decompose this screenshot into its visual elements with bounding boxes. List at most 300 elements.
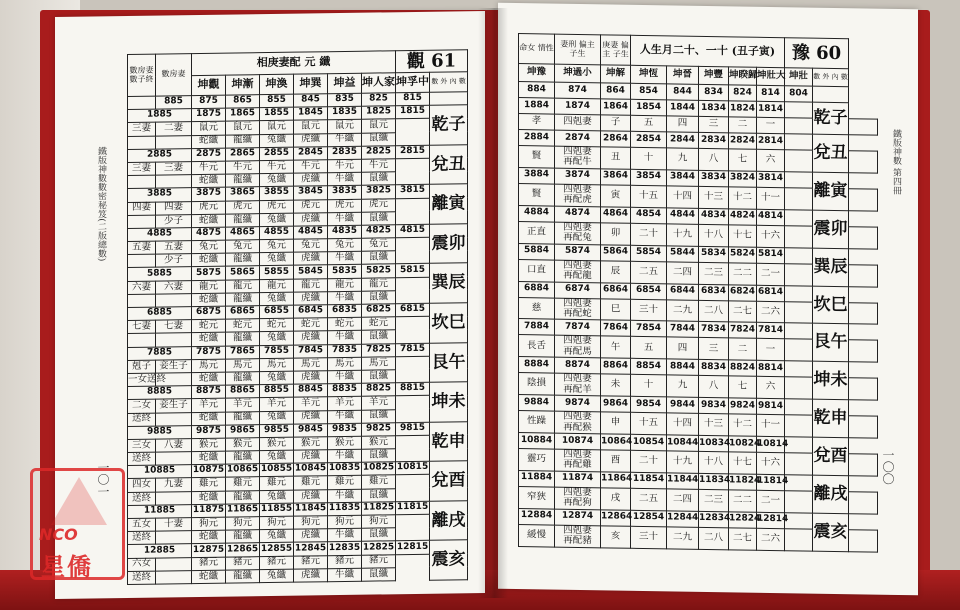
right-cell-value: 二九	[667, 527, 699, 549]
left-cell-text: 馬元	[192, 359, 226, 373]
right-cell-code: 3884	[519, 167, 555, 184]
left-title: 觀 61	[396, 50, 468, 73]
right-table	[518, 33, 878, 552]
left-cell-text: 牛元	[260, 160, 294, 174]
left-cell-code: 5865	[226, 266, 260, 280]
left-cell-text: 馬元	[362, 356, 396, 370]
right-cell-value	[785, 301, 813, 323]
right-cell-value: 十三	[699, 413, 729, 435]
left-cell-text: 虎纖	[294, 450, 328, 464]
left-cell-text: 兔纖	[260, 529, 294, 543]
left-cell-code: 9815	[396, 422, 430, 436]
left-cell-text: 虎元	[192, 201, 226, 215]
right-branch: 未	[601, 374, 631, 396]
left-cell-code: 8885	[128, 386, 192, 400]
right-num-blank	[813, 86, 849, 103]
left-cell-code: 3825	[362, 185, 396, 199]
right-cell-code: 5864	[601, 244, 631, 260]
right-branch: 亥	[601, 526, 631, 548]
left-cell-code: 1825	[362, 106, 396, 120]
right-gua: 兌丑	[813, 134, 849, 172]
left-cell-text: 羊元	[328, 397, 362, 411]
left-cell-text: 狗元	[260, 516, 294, 530]
left-cell-text: 牛纖	[328, 370, 362, 384]
right-cell-code: 4824	[729, 209, 757, 225]
left-header-label: 相庚妻配 元 纖	[192, 51, 396, 76]
right-cell-code: 5834	[699, 246, 729, 262]
right-cell-value: 十二	[729, 187, 757, 209]
right-trait: 口直	[519, 259, 555, 281]
right-cell-code: 7864	[601, 320, 631, 336]
left-cell-text: 羊元	[294, 397, 328, 411]
left-cell-text: 七妻	[156, 320, 192, 334]
left-cell-text: 龍元	[362, 277, 396, 291]
book-gutter	[478, 8, 508, 598]
left-cell-text: 鼠纖	[362, 291, 396, 305]
right-cell-code: 12854	[631, 510, 667, 527]
left-cell-text	[156, 491, 192, 505]
right-cell-code: 6854	[631, 283, 667, 300]
left-cell-text: 五妻	[156, 241, 192, 255]
left-cell-text: 蛇纖	[192, 412, 226, 426]
left-cell-text: 鼠纖	[362, 370, 396, 384]
left-col-num: 885	[156, 96, 192, 110]
right-page	[498, 3, 918, 596]
right-trait: 孝	[519, 114, 555, 131]
left-cell-text: 鼠元	[192, 121, 226, 135]
right-cell-value	[785, 491, 813, 513]
left-cell-text: 鼠元	[294, 120, 328, 134]
right-cell-code: 1814	[757, 101, 785, 117]
stamp-triangle-icon	[51, 477, 107, 525]
right-col-num: 834	[699, 84, 729, 100]
right-cell-value	[785, 528, 813, 550]
left-cell-text: 兔元	[226, 240, 260, 254]
right-cell-code-blank	[785, 172, 813, 188]
left-cell-code: 1835	[328, 106, 362, 120]
right-cell-code: 4884	[519, 205, 555, 222]
left-cell-text	[156, 175, 192, 189]
right-trait: 正直	[519, 221, 555, 243]
right-cell-value	[849, 189, 878, 211]
right-cell-code: 7874	[555, 319, 601, 336]
left-cell-code: 11835	[328, 502, 362, 516]
left-gua: 離戌	[430, 501, 468, 541]
left-cell-code: 3855	[260, 186, 294, 200]
left-gua: 乾子	[430, 105, 468, 145]
right-cell-value: 二	[729, 338, 757, 360]
left-cell-code: 3845	[294, 186, 328, 200]
right-branch: 寅	[601, 185, 631, 207]
left-cell-a2: 送終	[128, 452, 156, 466]
right-cell-code: 1824	[729, 101, 757, 117]
right-cell-value: 二一	[757, 263, 785, 285]
right-cell-code: 8864	[601, 358, 631, 374]
right-cell-code: 10884	[519, 433, 555, 450]
left-cell-text: 蛇纖	[192, 372, 226, 386]
left-cell-code: 5885	[128, 267, 192, 281]
right-cell-code: 10854	[631, 434, 667, 451]
right-cell-value: 二	[729, 117, 757, 133]
left-cell-code: 3885	[128, 188, 192, 202]
left-cell-text: 羊元	[226, 398, 260, 412]
left-cell-text: 猴元	[260, 437, 294, 451]
left-cell-text: 蛇元	[226, 319, 260, 333]
right-cell-code: 5854	[631, 245, 667, 262]
right-cell-value	[849, 151, 878, 173]
left-cell-a: 五女	[128, 518, 156, 532]
left-cell-code: 1845	[294, 107, 328, 121]
right-cell-code: 12844	[667, 511, 699, 528]
right-cell-value: 三十	[631, 526, 667, 548]
right-cell-code: 2854	[631, 131, 667, 148]
left-gua: 坎巳	[430, 303, 468, 343]
left-gua: 巽辰	[430, 263, 468, 303]
left-cell-text: 鼠纖	[362, 528, 396, 542]
left-cell-code: 12815	[396, 541, 430, 555]
left-cell-text: 兔元	[362, 238, 396, 252]
left-cell-text: 鼠纖	[362, 449, 396, 463]
right-page-number: 一〇〇	[881, 448, 895, 485]
left-col-header: 坤渙	[260, 74, 294, 94]
right-cell-code: 9854	[631, 396, 667, 413]
right-cell-value: 四	[667, 337, 699, 359]
left-cell-text: 龍纖	[226, 411, 260, 425]
right-gua: 艮午	[813, 324, 849, 362]
left-cell-text: 龍纖	[226, 451, 260, 465]
left-cell-text: 鼠元	[226, 121, 260, 135]
left-col-num: 845	[294, 94, 328, 108]
left-col-header: 坤孚中	[396, 72, 430, 92]
left-cell-text: 蛇纖	[192, 135, 226, 149]
left-cell-code: 2825	[362, 145, 396, 159]
right-trait: 緩慢	[519, 524, 555, 546]
right-cell-code: 2834	[699, 132, 729, 148]
left-cell-text: 兔纖	[260, 332, 294, 346]
left-cell-code: 9855	[260, 424, 294, 438]
right-col-num: 814	[757, 85, 785, 101]
right-cell-code: 11864	[601, 472, 631, 488]
right-branch: 戌	[601, 488, 631, 510]
left-page-number: 一〇一	[96, 461, 110, 498]
left-gua: 離寅	[430, 184, 468, 224]
left-col-num: 825	[362, 93, 396, 107]
right-cell-value: 七	[729, 376, 757, 398]
right-cell-code: 4844	[667, 208, 699, 225]
left-cell-text: 妾生子	[156, 359, 192, 373]
right-cell-code: 8824	[729, 360, 757, 376]
left-cell-text: 馬元	[294, 357, 328, 371]
left-cell-text: 牛元	[362, 159, 396, 173]
left-cell-code: 2835	[328, 146, 362, 160]
left-cell-a: 六妻	[128, 281, 156, 295]
right-cell-value	[785, 225, 813, 247]
right-cell-value: 三	[699, 116, 729, 132]
left-cell-code: 3815	[396, 185, 430, 199]
left-cell-text: 三妻	[156, 162, 192, 176]
right-cell-code: 10824	[729, 436, 757, 452]
left-cell-code: 10845	[294, 463, 328, 477]
left-cell-text: 虎纖	[294, 212, 328, 226]
left-cell-code: 10885	[128, 465, 192, 479]
left-cell-code: 11885	[128, 504, 192, 518]
left-cell-code: 4875	[192, 227, 226, 241]
left-cell-code: 6855	[260, 305, 294, 319]
right-branch: 申	[601, 412, 631, 434]
left-cell-text: 少子	[156, 254, 192, 268]
left-cell-code: 7815	[396, 343, 430, 357]
right-cell-value	[849, 416, 878, 438]
right-cell-value: 二三	[699, 489, 729, 511]
left-cell-text: 豬元	[226, 556, 260, 570]
right-cell-code: 6834	[699, 284, 729, 300]
right-cell-value: 四	[667, 116, 699, 133]
left-cell-a2	[128, 136, 156, 150]
right-cell-code: 10814	[757, 436, 785, 452]
right-cell-code: 9834	[699, 397, 729, 413]
right-cell-code: 1854	[631, 99, 667, 116]
left-cell-text: 龍纖	[226, 569, 260, 583]
left-cell-text: 豬元	[260, 556, 294, 570]
right-cell-code-blank	[785, 323, 813, 339]
right-cell-code: 8834	[699, 360, 729, 376]
left-cell-text: 牛纖	[328, 251, 362, 265]
left-cell-code: 2875	[192, 148, 226, 162]
left-cell-text: 龍纖	[226, 134, 260, 148]
right-cell-value: 二六	[757, 301, 785, 323]
right-cell-value: 二一	[757, 490, 785, 512]
left-cell-text: 狗元	[192, 517, 226, 531]
left-cell-code: 2865	[226, 147, 260, 161]
right-title: 豫 60	[785, 38, 849, 69]
right-cell-value: 十六	[757, 452, 785, 474]
left-cell-text: 牛元	[294, 160, 328, 174]
right-gua: 乾子	[813, 102, 849, 135]
right-cell-code: 9874	[555, 395, 601, 412]
right-cell-value: 十一	[757, 414, 785, 436]
left-cell-text: 虎元	[226, 200, 260, 214]
right-cell-code-blank	[785, 361, 813, 377]
right-cell-code: 7834	[699, 322, 729, 338]
right-cell-value: 十三	[699, 186, 729, 208]
right-cell-value: 一	[757, 117, 785, 133]
right-cell-code: 6864	[601, 282, 631, 298]
right-trait: 陰損	[519, 373, 555, 395]
left-cell-text: 蛇纖	[192, 530, 226, 544]
left-gua: 震卯	[430, 224, 468, 264]
left-cell-text: 牛纖	[328, 331, 362, 345]
right-col-header: 坤解	[601, 65, 631, 83]
left-cell-text: 龍元	[192, 280, 226, 294]
left-cell-text: 雞元	[362, 475, 396, 489]
left-cell-code: 2845	[294, 146, 328, 160]
right-cell-value: 二八	[699, 300, 729, 322]
right-cell-value: 十五	[631, 412, 667, 434]
right-cell-code: 11824	[729, 474, 757, 490]
left-cell-text: 鼠纖	[362, 211, 396, 225]
left-cell-text: 龍元	[260, 279, 294, 293]
left-cell-text	[156, 412, 192, 426]
right-trait: 窄狹	[519, 486, 555, 508]
left-cell-code: 4855	[260, 226, 294, 240]
right-gua: 離戌	[813, 475, 849, 513]
right-cell-code: 10874	[555, 433, 601, 450]
left-cell-code: 1815	[396, 105, 430, 119]
right-cell-code: 5884	[519, 243, 555, 260]
left-cell-text: 虎纖	[294, 173, 328, 187]
right-cell-code: 6814	[757, 285, 785, 301]
right-cell-code: 3834	[699, 170, 729, 186]
left-cell-code: 11845	[294, 503, 328, 517]
left-cell-a2: 送終	[128, 492, 156, 506]
right-cell-value: 二四	[667, 489, 699, 511]
left-col-header: 坤益	[328, 73, 362, 93]
left-cell-text: 牛纖	[328, 528, 362, 542]
left-cell-text: 龍纖	[226, 292, 260, 306]
left-table	[127, 49, 468, 585]
left-cell-a2	[128, 254, 156, 268]
left-cell-text: 雞元	[294, 476, 328, 490]
left-cell-code: 5825	[362, 264, 396, 278]
right-cell-code: 1834	[699, 100, 729, 116]
right-cell-value: 二四	[667, 261, 699, 283]
left-cell-text	[156, 557, 192, 571]
left-cell-text: 蛇元	[328, 317, 362, 331]
right-col-num: 854	[631, 83, 667, 100]
right-cell-value: 二三	[699, 262, 729, 284]
right-cell-value	[785, 188, 813, 210]
left-cell-text: 兔纖	[260, 134, 294, 148]
left-cell-text	[156, 293, 192, 307]
right-cell-code: 8884	[519, 357, 555, 374]
right-cell-code: 4834	[699, 208, 729, 224]
left-cell-code: 6835	[328, 304, 362, 318]
right-cell-value	[849, 264, 878, 286]
left-cell-code: 7845	[294, 344, 328, 358]
right-cell-code-blank	[785, 475, 813, 491]
right-col-num: 884	[519, 82, 555, 99]
left-cell-code: 8815	[396, 382, 430, 396]
left-cell-code: 2855	[260, 147, 294, 161]
left-cell-text: 九妻	[156, 478, 192, 492]
right-trait: 慈	[519, 297, 555, 319]
right-cell-code: 1864	[601, 99, 631, 115]
left-cell-code: 11855	[260, 503, 294, 517]
left-cell-code: 10835	[328, 462, 362, 476]
left-cell-code: 7825	[362, 343, 396, 357]
left-cell-code: 5855	[260, 266, 294, 280]
left-cell-text: 龍纖	[226, 530, 260, 544]
left-cell-text: 虎纖	[294, 292, 328, 306]
right-col-num: 804	[785, 86, 813, 102]
right-cell-value: 十四	[667, 413, 699, 435]
right-cell-value: 八	[699, 376, 729, 398]
left-header-a: 數房妻 數子終	[128, 54, 156, 96]
left-cell-text: 馬元	[328, 357, 362, 371]
right-cell-code: 2864	[601, 131, 631, 147]
right-cell-value: 十二	[729, 414, 757, 436]
right-cell-value	[785, 453, 813, 475]
left-cell-code: 12835	[328, 542, 362, 556]
left-gua: 兌丑	[430, 144, 468, 184]
right-cell-value: 二五	[631, 261, 667, 283]
left-cell-a: 七妻	[128, 320, 156, 334]
left-cell-text: 虎元	[362, 198, 396, 212]
left-cell-text: 牛纖	[328, 212, 362, 226]
right-cell-code: 8814	[757, 361, 785, 377]
right-cell-value: 三	[699, 338, 729, 360]
right-cell-value	[849, 226, 878, 248]
right-marry: 四剋妻 再配牛	[555, 146, 601, 169]
left-cell-code: 4825	[362, 225, 396, 239]
right-cell-code: 9814	[757, 398, 785, 414]
right-col-num: 874	[555, 82, 601, 99]
right-cell-value: 十	[631, 147, 667, 169]
left-cell-text: 兔纖	[260, 292, 294, 306]
right-gua: 巽辰	[813, 248, 849, 286]
left-cell-text: 牛元	[226, 161, 260, 175]
left-cell-code: 11815	[396, 501, 430, 515]
right-cell-value: 十七	[729, 225, 757, 247]
right-col-num: 864	[601, 83, 631, 99]
right-cell-value: 二五	[631, 488, 667, 510]
left-cell-code: 7855	[260, 345, 294, 359]
left-cell-text: 蛇纖	[192, 451, 226, 465]
left-col-num: 835	[328, 93, 362, 107]
right-cell-code: 12824	[729, 512, 757, 528]
right-cell-value: 二十	[631, 223, 667, 245]
left-col-num: 855	[260, 94, 294, 108]
left-cell-text: 蛇元	[294, 318, 328, 332]
right-col-header: 坤過小	[555, 64, 601, 83]
left-cell-text: 牛纖	[328, 568, 362, 582]
right-cell-code: 4854	[631, 207, 667, 224]
right-cell-code-blank	[785, 102, 813, 118]
right-cell-code: 5874	[555, 244, 601, 261]
left-cell-code: 9865	[226, 424, 260, 438]
left-cell-code: 10815	[396, 462, 430, 476]
left-cell-text: 蛇元	[362, 317, 396, 331]
right-cell-code: 9844	[667, 397, 699, 414]
left-cell-code: 10875	[192, 464, 226, 478]
left-cell-text: 龍纖	[226, 372, 260, 386]
left-col-num: 865	[226, 95, 260, 109]
left-cell-a2: 送終	[128, 531, 156, 545]
right-cell-value: 二十	[631, 450, 667, 472]
right-marry: 四剋妻 再配豬	[555, 525, 601, 548]
right-cell-code: 9884	[519, 395, 555, 412]
left-cell-text: 少子	[156, 214, 192, 228]
left-cell-code: 8825	[362, 383, 396, 397]
left-cell-code: 12855	[260, 543, 294, 557]
left-cell-a2: 送終	[128, 413, 156, 427]
left-cell-code: 5845	[294, 265, 328, 279]
left-cell-code: 1885	[128, 109, 192, 123]
right-cell-code: 4874	[555, 206, 601, 223]
right-cell-code: 8844	[667, 359, 699, 376]
right-cell-code: 3844	[667, 170, 699, 187]
right-cell-code: 5814	[757, 247, 785, 263]
right-marry: 四剋妻 再配虎	[555, 184, 601, 207]
right-cell-code-blank	[785, 134, 813, 150]
left-cell-text: 牛纖	[328, 489, 362, 503]
left-cell-text: 鼠纖	[362, 567, 396, 581]
right-branch: 酉	[601, 450, 631, 472]
left-cell-code: 12885	[128, 544, 192, 558]
right-cell-value: 七	[729, 149, 757, 171]
left-cell-text: 兔纖	[260, 450, 294, 464]
right-col-header: 坤豫	[519, 64, 555, 83]
